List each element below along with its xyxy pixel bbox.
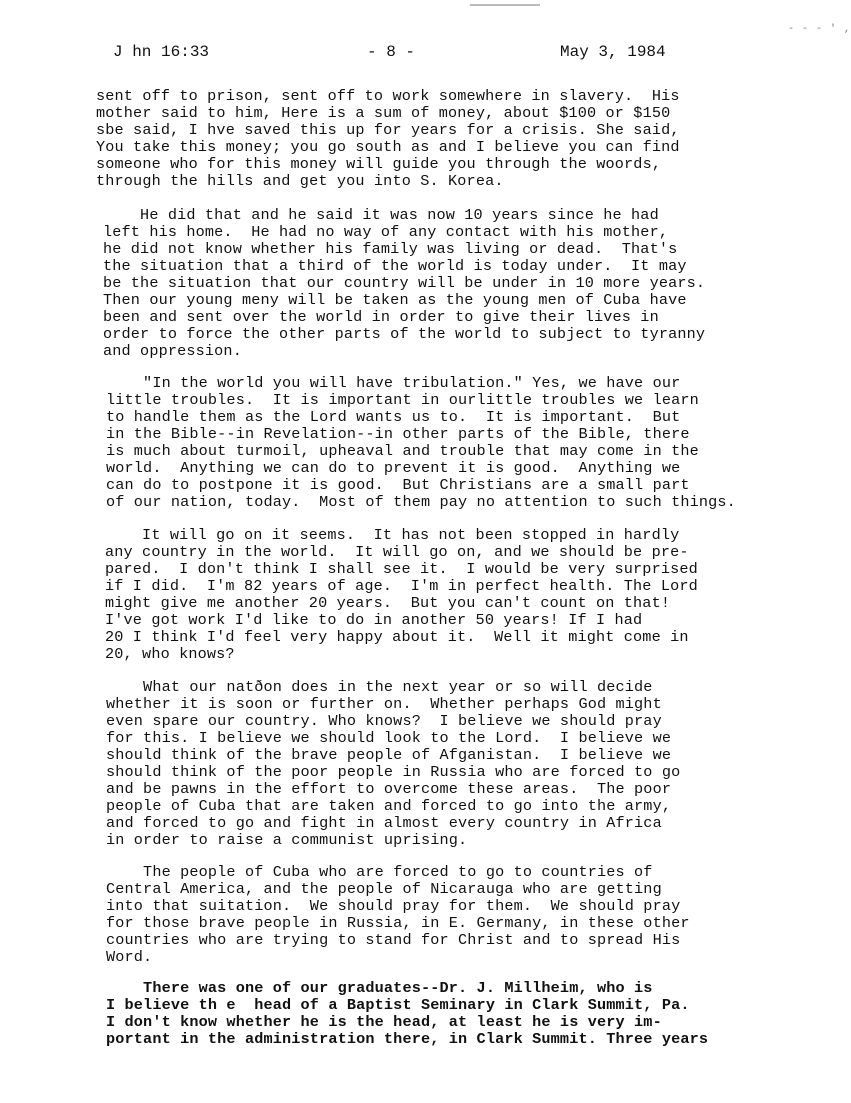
text-line: 20, who knows? (105, 645, 235, 663)
text-line: The people of Cuba who are forced to go to countries of (106, 863, 653, 881)
text-line: even spare our country. Who knows? I believe we should pray (106, 712, 662, 730)
text-line: What our natðon does in the next year or so will decide (106, 678, 653, 696)
text-line: sbe said, I hve saved this up for years for a crisis. She said, (96, 121, 680, 139)
text-line: can do to postpone it is good. But Christians are a small part (106, 476, 690, 494)
text-line: someone who for this money will guide you through the woords, (96, 155, 662, 173)
text-line: through the hills and get you into S. Korea. (96, 172, 504, 190)
text-line: of our nation, today. Most of them pay no attention to such things. (106, 493, 736, 511)
text-line: any country in the world. It will go on, and we should be pre- (105, 543, 689, 561)
text-line: might give me another 20 years. But you can't count on that! (105, 594, 671, 612)
text-line: "In the world you will have tribulation." Yes, we have our (106, 374, 681, 392)
text-line: sent off to prison, sent off to work somewhere in slavery. His (96, 87, 680, 105)
text-line: world. Anything we can do to prevent it is good. Anything we (106, 459, 681, 477)
text-line: should think of the brave people of Afganistan. I believe we (106, 746, 672, 764)
text-line: Central America, and the people of Nicarauga who are getting (106, 880, 662, 898)
corner-scribble: - - - ' , (788, 24, 851, 35)
text-line: portant in the administration there, in Clark Summit. Three years (106, 1030, 709, 1048)
text-line: he did not know whether his family was living or dead. That's (103, 240, 678, 258)
text-line: It will go on it seems. It has not been stopped in hardly (105, 526, 680, 544)
text-line: countries who are trying to stand for Christ and to spread His (106, 931, 681, 949)
text-line: Word. (106, 948, 153, 966)
text-line: in order to raise a communist uprising. (106, 831, 468, 849)
top-scan-smudge (470, 4, 540, 6)
text-line: if I did. I'm 82 years of age. I'm in perfect health. The Lord (105, 577, 698, 595)
text-line: mother said to him, Here is a sum of money, about $100 or $150 (96, 104, 671, 122)
text-line: in the Bible--in Revelation--in other parts of the Bible, there (106, 425, 690, 443)
text-line: people of Cuba that are taken and forced to go into the army, (106, 797, 672, 815)
text-line: the situation that a third of the world is today under. It may (103, 257, 687, 275)
text-line: pared. I don't think I shall see it. I would be very surprised (105, 560, 698, 578)
header-page-number: - 8 - (367, 43, 416, 61)
text-line: 20 I think I'd feel very happy about it. Well it might come in (105, 628, 689, 646)
text-line: I've got work I'd like to do in another 50 years! If I had (105, 611, 643, 629)
text-line: left his home. He had no way of any contact with his mother, (103, 223, 669, 241)
text-line: is much about turmoil, upheaval and trouble that may come in the (106, 442, 699, 460)
header-scripture-reference: J hn 16:33 (113, 43, 210, 61)
text-line: I believe th e head of a Baptist Seminary in Clark Summit, Pa. (106, 996, 690, 1014)
text-line: There was one of our graduates--Dr. J. Millheim, who is (106, 979, 653, 997)
text-line: and oppression. (103, 342, 242, 360)
text-line: little troubles. It is important in ourlittle troubles we learn (106, 391, 699, 409)
text-line: He did that and he said it was now 10 years since he had (103, 206, 659, 224)
text-line: I don't know whether he is the head, at least he is very im- (106, 1013, 662, 1031)
text-line: into that suitation. We should pray for them. We should pray (106, 897, 681, 915)
text-line: been and sent over the world in order to give their lives in (103, 308, 659, 326)
text-line: to handle them as the Lord wants us to. It is important. But (106, 408, 681, 426)
text-line: You take this money; you go south as and I believe you can find (96, 138, 680, 156)
text-line: order to force the other parts of the world to subject to tyranny (103, 325, 706, 343)
text-line: Then our young meny will be taken as the young men of Cuba have (103, 291, 687, 309)
text-line: and be pawns in the effort to overcome these areas. The poor (106, 780, 672, 798)
text-line: should think of the poor people in Russia who are forced to go (106, 763, 681, 781)
text-line: for this. I believe we should look to the Lord. I believe we (106, 729, 672, 747)
text-line: for those brave people in Russia, in E. Germany, in these other (106, 914, 690, 932)
header-date: May 3, 1984 (560, 43, 666, 61)
text-line: be the situation that our country will be under in 10 more years. (103, 274, 706, 292)
text-line: whether it is soon or further on. Whether perhaps God might (106, 695, 662, 713)
text-line: and forced to go and fight in almost every country in Africa (106, 814, 662, 832)
